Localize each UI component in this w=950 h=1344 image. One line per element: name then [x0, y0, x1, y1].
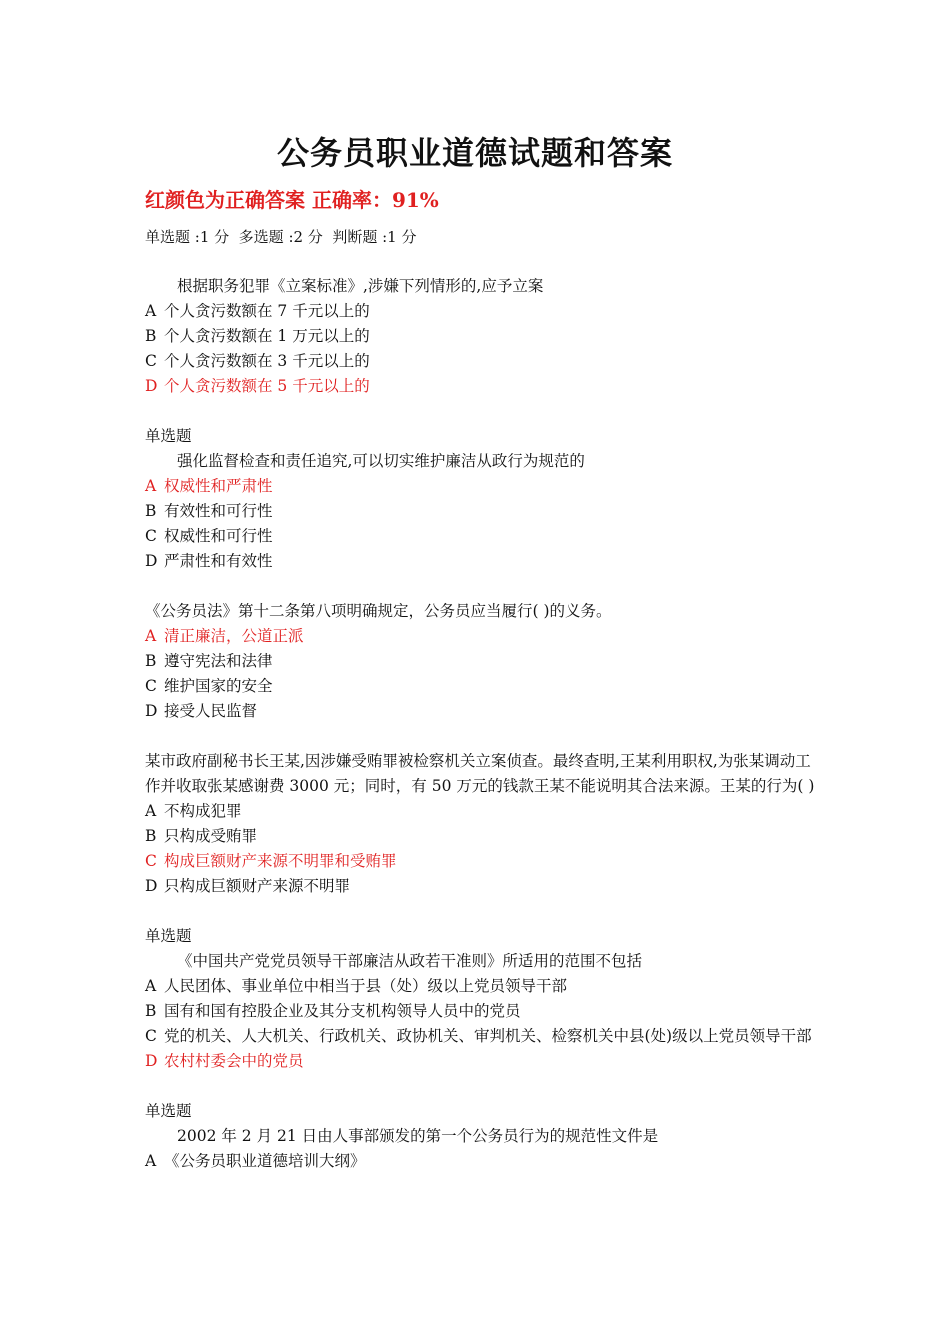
- option-letter: A: [145, 477, 157, 495]
- option-text: 人民团体、事业单位中相当于县（处）级以上党员领导干部: [164, 977, 568, 995]
- question-list: [145, 274, 815, 1199]
- option-text: 维护国家的安全: [164, 677, 273, 695]
- option-letter: C: [145, 352, 157, 370]
- question-block: [145, 424, 815, 574]
- option-letter: D: [145, 552, 158, 570]
- question-stem: 2002 年 2 月 21 日由人事部颁发的第一个公务员行为的规范性文件是: [177, 1127, 659, 1145]
- option-correct: [145, 624, 815, 649]
- option-text: 权威性和可行性: [164, 527, 273, 545]
- question-type: 单选题: [145, 427, 192, 445]
- option-text: 《公务员职业道德培训大纲》: [164, 1152, 366, 1170]
- option-text: 不构成犯罪: [164, 802, 242, 820]
- option-letter: A: [145, 802, 157, 820]
- option: [145, 674, 815, 699]
- option-text: 个人贪污数额在 3 千元以上的: [164, 352, 370, 370]
- option-text: 清正廉洁，公道正派: [164, 627, 304, 645]
- option-letter: D: [145, 877, 158, 895]
- option-text: 只构成受贿罪: [164, 827, 258, 845]
- option-letter: D: [145, 702, 158, 720]
- option-text: 国有和国有控股企业及其分支机构领导人员中的党员: [164, 1002, 521, 1020]
- option-text: 构成巨额财产来源不明罪和受贿罪: [164, 852, 397, 870]
- option-letter: B: [145, 327, 157, 345]
- option-text: 个人贪污数额在 7 千元以上的: [164, 302, 370, 320]
- option: [145, 699, 815, 724]
- option: [145, 799, 815, 824]
- option-text: 遵守宪法和法律: [164, 652, 273, 670]
- option-correct: [145, 474, 815, 499]
- option: [145, 524, 815, 549]
- option-text: 接受人民监督: [164, 702, 258, 720]
- option-letter: C: [145, 1027, 157, 1045]
- option: [145, 349, 815, 374]
- option-letter: A: [145, 627, 157, 645]
- option-text: 权威性和严肃性: [164, 477, 273, 495]
- option-letter: B: [145, 827, 157, 845]
- option-letter: C: [145, 852, 157, 870]
- question-block: [145, 274, 815, 399]
- option: [145, 999, 815, 1024]
- option: [145, 649, 815, 674]
- option-letter: B: [145, 1002, 157, 1020]
- option-letter: C: [145, 527, 157, 545]
- option-letter: B: [145, 502, 157, 520]
- option-letter: C: [145, 677, 157, 695]
- option: [145, 1149, 815, 1174]
- question-block: [145, 749, 815, 899]
- option-correct: [145, 374, 815, 399]
- option-letter: A: [145, 302, 157, 320]
- document-title: 公务员职业道德试题和答案: [276, 134, 673, 172]
- option-text: 有效性和可行性: [164, 502, 273, 520]
- option: [145, 549, 815, 574]
- question-stem: 某市政府副秘书长王某,因涉嫌受贿罪被检察机关立案侦查。最终查明,王某利用职权,为张某调动工作并收取张某感谢费 3000 元；同时，有 50 万元的钱款王某不能说明其合法来源。王某的行为( ): [145, 752, 815, 795]
- scoring-rules: 单选题 :1 分 多选题 :2 分 判断题 :1 分: [145, 228, 417, 246]
- option: [145, 324, 815, 349]
- question-block: [145, 924, 815, 1074]
- option-text: 个人贪污数额在 1 万元以上的: [164, 327, 370, 345]
- option: [145, 299, 815, 324]
- question-stem: 《中国共产党党员领导干部廉洁从政若干准则》所适用的范围不包括: [177, 952, 643, 970]
- option-letter: A: [145, 977, 157, 995]
- option: [145, 874, 815, 899]
- option: [145, 499, 815, 524]
- answer-key-note: 红颜色为正确答案 正确率：91%: [145, 188, 439, 212]
- option-letter: D: [145, 1052, 158, 1070]
- option: [145, 824, 815, 849]
- option-letter: D: [145, 377, 158, 395]
- question-block: [145, 599, 815, 724]
- option: [145, 1024, 815, 1049]
- option-text: 只构成巨额财产来源不明罪: [164, 877, 351, 895]
- option-correct: [145, 849, 815, 874]
- option-text: 个人贪污数额在 5 千元以上的: [164, 377, 370, 395]
- option-text: 党的机关、人大机关、行政机关、政协机关、审判机关、检察机关中县(处)级以上党员领导干部: [164, 1027, 812, 1045]
- option: [145, 974, 815, 999]
- question-stem: 强化监督检查和责任追究,可以切实维护廉洁从政行为规范的: [177, 452, 585, 470]
- option-letter: A: [145, 1152, 157, 1170]
- option-letter: B: [145, 652, 157, 670]
- question-type: 单选题: [145, 927, 192, 945]
- question-block: [145, 1099, 815, 1174]
- option-correct: [145, 1049, 815, 1074]
- option-text: 严肃性和有效性: [164, 552, 273, 570]
- question-stem: 《公务员法》第十二条第八项明确规定，公务员应当履行( )的义务。: [145, 602, 612, 620]
- option-text: 农村村委会中的党员: [164, 1052, 304, 1070]
- question-stem: 根据职务犯罪《立案标准》,涉嫌下列情形的,应予立案: [177, 277, 544, 295]
- question-type: 单选题: [145, 1102, 192, 1120]
